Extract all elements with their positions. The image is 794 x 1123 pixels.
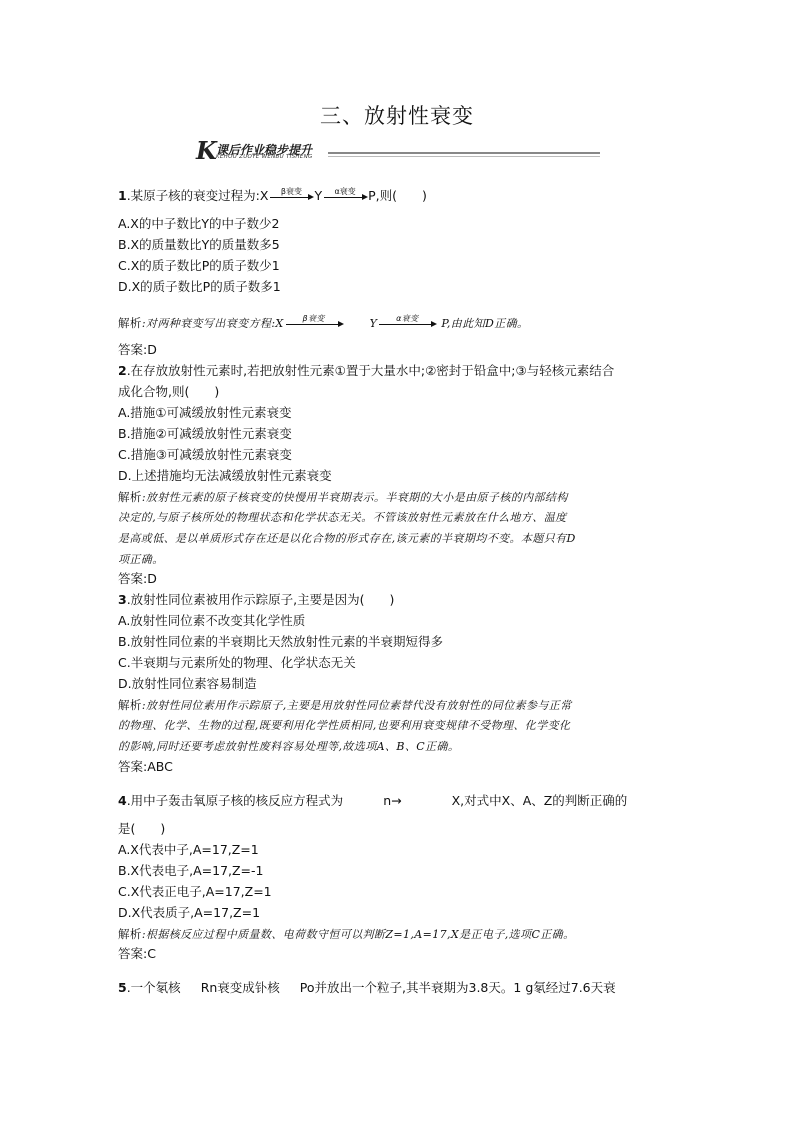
banner-rule: [328, 152, 600, 154]
q2-option-c: C.措施③可减缓放射性元素衰变: [118, 447, 292, 462]
banner-subtitle: KEHOU ZUOYE WENBU TISHENG: [216, 154, 313, 160]
q3-option-a: A.放射性同位素不改变其化学性质: [118, 613, 306, 628]
q4-stem-line1: 4.用中子轰击氧原子核的核反应方程式为 n→ X,对式中X、A、Z的判断正确的: [118, 793, 628, 808]
q2-option-d: D.上述措施均无法减缓放射性元素衰变: [118, 468, 332, 483]
q1-stem: 1.某原子核的衰变过程为:X β衰变 Y α衰变 P,则( ): [118, 187, 427, 203]
q3-answer: 答案:ABC: [118, 759, 173, 774]
q1-arrow-beta: β衰变: [268, 188, 314, 202]
q4-option-d: D.X代表质子,A=17,Z=1: [118, 905, 261, 920]
q2-option-b: B.措施②可减缓放射性元素衰变: [118, 426, 292, 441]
q4-stem-line2: 是( ): [118, 821, 166, 836]
q4-explanation: 解析:根据核反应过程中质量数、电荷数守恒可以判断Z=1,A=17,X是正电子,选项C正确。: [118, 927, 575, 941]
q2-explanation-line2: 决定的,与原子核所处的物理状态和化学状态无关。不管该放射性元素放在什么地方、温度: [118, 511, 567, 524]
q3-stem: 3.放射性同位素被用作示踪原子,主要是因为( ): [118, 592, 395, 607]
q2-explanation-line1: 解析:放射性元素的原子核衰变的快慢用半衰期表示。半衰期的大小是由原子核的内部结构: [118, 490, 568, 504]
banner-title: 课后作业稳步提升: [216, 143, 313, 157]
q2-stem-line2: 成化合物,则( ): [118, 384, 220, 399]
q3-option-d: D.放射性同位素容易制造: [118, 676, 257, 691]
q3-explanation-line3: 的影响,同时还要考虑放射性废料容易处理等,故选项A、B、C正确。: [118, 740, 460, 753]
q4-answer: 答案:C: [118, 946, 156, 961]
q1-exp-arrow-alpha: α衰变: [377, 315, 437, 329]
q3-option-c: C.半衰期与元素所处的物理、化学状态无关: [118, 655, 356, 670]
q1-arrow-alpha: α衰变: [322, 188, 368, 202]
section-banner: [196, 136, 600, 165]
q2-option-a: A.措施①可减缓放射性元素衰变: [118, 405, 292, 420]
q5-stem: 5.一个氡核 Rn衰变成钋核 Po并放出一个粒子,其半衰期为3.8天。1 g氡经过7.6天衰: [118, 980, 616, 995]
q4-option-a: A.X代表中子,A=17,Z=1: [118, 842, 259, 857]
page-title: 三、放射性衰变: [320, 104, 474, 128]
q4-option-b: B.X代表电子,A=17,Z=-1: [118, 863, 264, 878]
q2-explanation-line4: 项正确。: [118, 553, 164, 566]
q2-answer: 答案:D: [118, 571, 157, 586]
banner-logo: K: [196, 136, 217, 165]
q1-option-c: C.X的质子数比P的质子数少1: [118, 258, 280, 273]
q3-explanation-line1: 解析:放射性同位素用作示踪原子,主要是用放射性同位素替代没有放射性的同位素参与正常: [118, 698, 572, 712]
q4-option-c: C.X代表正电子,A=17,Z=1: [118, 884, 272, 899]
q2-stem-line1: 2.在存放放射性元素时,若把放射性元素①置于大量水中;②密封于铅盒中;③与轻核元素结合: [118, 363, 615, 378]
q1-option-d: D.X的质子数比P的质子数多1: [118, 279, 281, 294]
q1-option-a: A.X的中子数比Y的中子数少2: [118, 216, 280, 231]
q1-answer: 答案:D: [118, 342, 157, 357]
q3-option-b: B.放射性同位素的半衰期比天然放射性元素的半衰期短得多: [118, 634, 444, 649]
q3-explanation-line2: 的物理、化学、生物的过程,既要利用化学性质相同,也要利用衰变规律不受物理、化学变化: [118, 719, 571, 732]
banner-rule-thin: [328, 156, 600, 157]
q1-exp-arrow-beta: β衰变: [284, 315, 344, 329]
q2-explanation-line3: 是高或低、是以单质形式存在还是以化合物的形式存在,该元素的半衰期均不变。本题只有D: [118, 532, 576, 545]
q1-explanation: 解析:对两种衰变写出衰变方程:X β衰变 Y α衰变 P,由此知D正确。: [118, 314, 529, 330]
q1-option-b: B.X的质量数比Y的质量数多5: [118, 237, 280, 252]
